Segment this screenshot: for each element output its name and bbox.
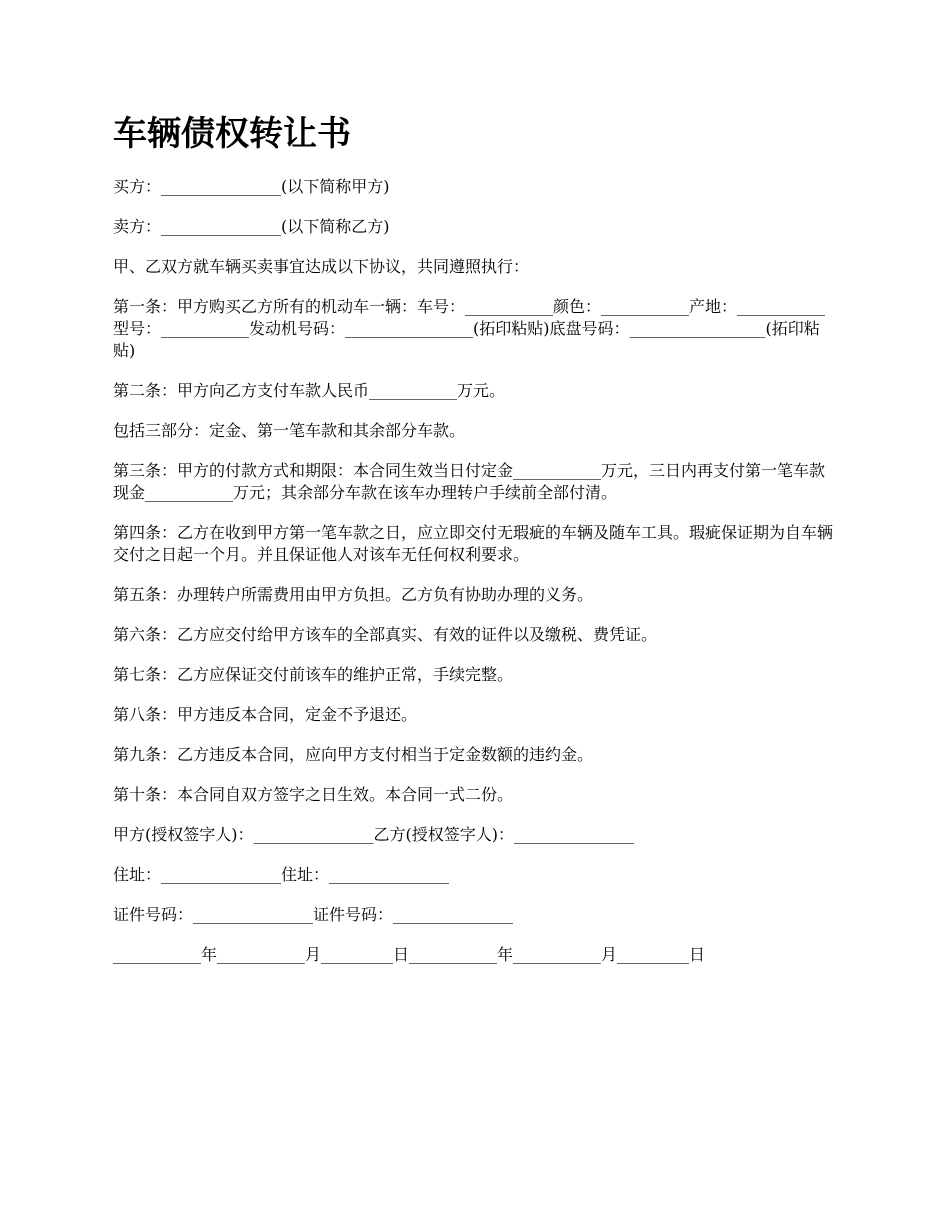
- agreement-intro: 甲、乙双方就车辆买卖事宜达成以下协议，共同遵照执行：: [113, 257, 530, 276]
- payment-parts: 包括三部分：定金、第一笔车款和其余部分车款。: [113, 421, 466, 440]
- article-9: 第九条：乙方违反本合同，应向甲方支付相当于定金数额的违约金。: [113, 745, 594, 764]
- article-8: 第八条：甲方违反本合同，定金不予退还。: [113, 705, 418, 724]
- document-title: 车辆债权转让书: [113, 114, 351, 154]
- address-line: 住址：_______________住址：_______________: [113, 865, 450, 884]
- article-5: 第五条：办理转户所需费用由甲方负担。乙方负有协助办理的义务。: [113, 585, 594, 604]
- seller-line: 卖方：_______________(以下简称乙方): [113, 217, 390, 236]
- article-1: 第一条：甲方购买乙方所有的机动车一辆：车号：___________颜色：___________产地：___________型号：___________发动机号码：________________(拓印粘贴)底盘号码：_________________(拓印粘贴): [113, 297, 826, 360]
- article-3: 第三条：甲方的付款方式和期限：本合同生效当日付定金___________万元，三日内再支付第一笔车款现金___________万元；其余部分车款在该车办理转户手续前全部付清。: [113, 461, 826, 502]
- article-7: 第七条：乙方应保证交付前该车的维护正常，手续完整。: [113, 665, 514, 684]
- article-4: 第四条：乙方在收到甲方第一笔车款之日，应立即交付无瑕疵的车辆及随车工具。瑕疵保证期为自车辆交付之日起一个月。并且保证他人对该车无任何权利要求。: [113, 523, 834, 564]
- id-number-line: 证件号码：_______________证件号码：_______________: [113, 905, 514, 924]
- article-6: 第六条：乙方应交付给甲方该车的全部真实、有效的证件以及缴税、费凭证。: [113, 625, 658, 644]
- buyer-line: 买方：_______________(以下简称甲方): [113, 177, 390, 196]
- signatory-line: 甲方(授权签字人)：_______________乙方(授权签字人)：_______________: [113, 825, 634, 844]
- contract-document: [113, 108, 838, 984]
- date-line: ___________年___________月_________日___________年___________月_________日: [113, 945, 706, 964]
- article-10: 第十条：本合同自双方签字之日生效。本合同一式二份。: [113, 785, 514, 804]
- article-2: 第二条：甲方向乙方支付车款人民币___________万元。: [113, 381, 506, 400]
